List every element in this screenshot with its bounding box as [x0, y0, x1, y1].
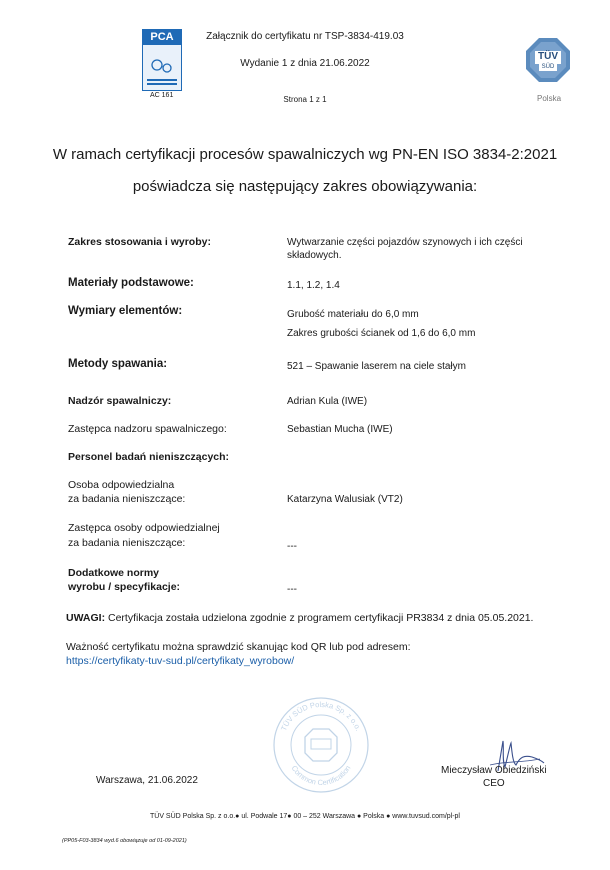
verification-link[interactable]: https://certyfikaty-tuv-sud.pl/certyfikaty_wyrobow/: [66, 655, 295, 667]
tuv-sud-logo: [525, 37, 571, 83]
ndt-responsible-label-1: Osoba odpowiedzialna: [68, 479, 175, 491]
scope-label: Zakres stosowania i wyroby:: [68, 236, 211, 248]
additional-standards-label-1: Dodatkowe normy: [68, 567, 160, 579]
tuv-country: Polska: [537, 94, 562, 103]
signatory-role: CEO: [483, 778, 505, 789]
additional-standards-value: ---: [287, 584, 297, 595]
pca-logo-text: PCA: [143, 30, 181, 45]
pca-code: AC 161: [150, 92, 174, 99]
additional-standards-label-2: wyrobu / specyfikacje:: [68, 581, 181, 593]
welding-methods-value: 521 – Spawanie laserem na ciele stałym: [287, 361, 466, 372]
seal-text-top: TÜV SÜD Polska Sp. z o.o.: [279, 699, 363, 733]
remarks-text: Certyfikacja została udzielona zgodnie z programem certyfikacji PR3834 z dnia 05.05.2021.: [105, 612, 534, 624]
supervision-value: Adrian Kula (IWE): [287, 396, 368, 407]
seal-text-bottom: Common Certification: [289, 763, 353, 788]
svg-text:TÜV SÜD Polska Sp. z o.o.: [279, 700, 363, 732]
company-address: TÜV SÜD Polska Sp. z o.o.● ul. Podwale 17● 00 – 252 Warszawa ● Polska ● www.tuvsud.com/pl-pl: [149, 813, 460, 820]
place-date: Warszawa, 21.06.2022: [96, 775, 198, 786]
ndt-responsible-label-2: za badania nieniszczące:: [68, 493, 186, 505]
deputy-supervision-label: Zastępca nadzoru spawalniczego:: [68, 423, 227, 435]
welding-methods-label: Metody spawania:: [68, 358, 168, 370]
tuv-logo-text: TÜV: [538, 51, 558, 62]
ndt-personnel-label: Personel badań nieniszczących:: [68, 451, 230, 463]
supervision-label: Nadzór spawalniczy:: [68, 395, 172, 407]
title-line-2: poświadcza się następujący zakres obowiązywania:: [132, 178, 478, 195]
remarks: [66, 611, 596, 625]
ndt-responsible-value: Katarzyna Walusiak (VT2): [287, 494, 403, 505]
company-seal: [271, 695, 371, 795]
scope-value-2: składowych.: [287, 250, 342, 261]
remarks-label: UWAGI:: [66, 612, 106, 624]
validity-text: Ważność certyfikatu można sprawdzić skanując kod QR lub pod adresem:: [66, 641, 411, 653]
dimensions-value-2: Zakres grubości ścianek od 1,6 do 6,0 mm: [287, 328, 476, 339]
ndt-deputy-label-2: za badania nieniszczące:: [68, 537, 186, 549]
ndt-deputy-label-1: Zastępca osoby odpowiedzialnej: [68, 522, 220, 534]
materials-label: Materiały podstawowe:: [68, 277, 194, 289]
dimensions-value-1: Grubość materiału do 6,0 mm: [287, 309, 419, 320]
edition-line: Wydanie 1 z dnia 21.06.2022: [240, 58, 370, 69]
annex-title: Załącznik do certyfikatu nr TSP-3834-419.03: [206, 31, 404, 42]
dimensions-label: Wymiary elementów:: [68, 305, 183, 317]
page-number: Strona 1 z 1: [283, 95, 327, 104]
scope-value-1: Wytwarzanie części pojazdów szynowych i ich części: [287, 237, 523, 248]
tuv-logo-sub: SÜD: [541, 64, 555, 70]
signatory-name: Mieczysław Obiedziński: [441, 765, 547, 776]
title-line-1: W ramach certyfikacji procesów spawalniczych wg PN-EN ISO 3834-2:2021: [52, 146, 558, 163]
form-code: (PP05-F03-3834 wyd.6 obowiązuje od 01-09-2021): [62, 838, 187, 844]
ndt-deputy-value: ---: [287, 541, 297, 552]
materials-value: 1.1, 1.2, 1.4: [287, 280, 340, 291]
deputy-supervision-value: Sebastian Mucha (IWE): [287, 424, 393, 435]
